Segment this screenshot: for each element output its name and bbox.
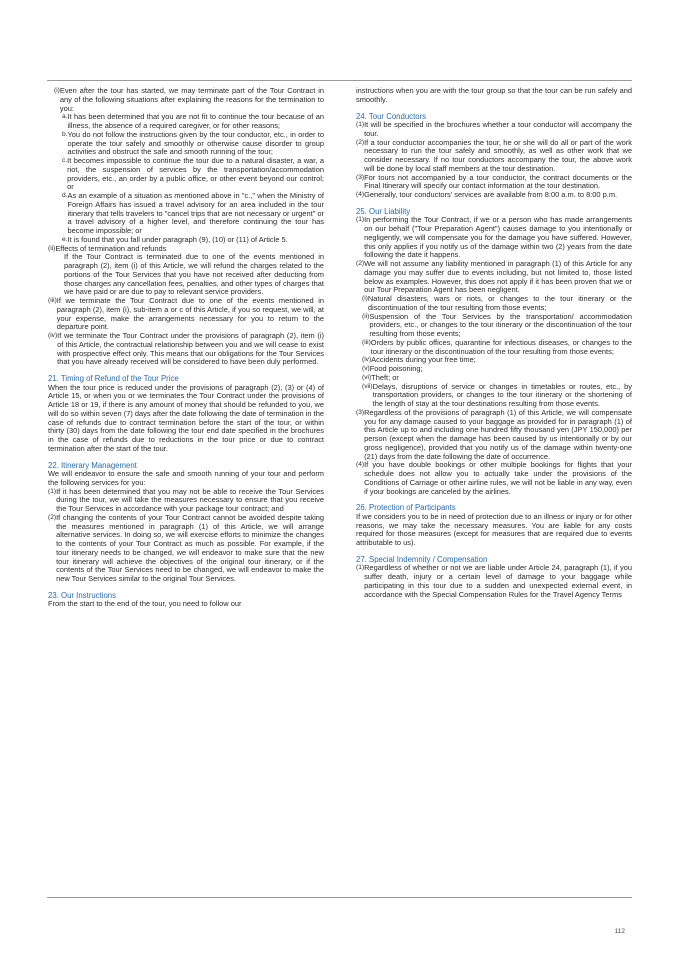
term-item-iii-mark: (iii)	[48, 297, 57, 304]
article-22-para-2-mark: (2)	[48, 513, 57, 521]
article-25-para-1-mark: (1)	[356, 216, 365, 224]
term-item-i-text: Even after the tour has started, we may terminate part of the Tour Contract in any of the following situations after explaining the reasons for the termination to you:	[59, 86, 324, 113]
article-24-para-3	[356, 174, 632, 192]
article-23-heading: 23. Our Instructions	[48, 590, 117, 600]
left-column	[48, 87, 324, 609]
article-25-para-1-text: In performing the Tour Contract, if we or a person who has made arrangements on our behalf ("Tour Preparation Agent") causes damage to you intentionally or negligently, we will compensate you for the damage you have suffered. However, this only applies if you notify us of the damage within two (2) years from the date following the date it happens.	[364, 215, 632, 260]
article-24-para-3-text: For tours not accompanied by a tour conductor, the contract documents or the Final Itinerary will specify our contact information at the tour destination.	[364, 172, 632, 191]
article-21-heading: 21. Timing of Refund of the Tour Price	[48, 374, 179, 383]
article-24-para-2-text: If a tour conductor accompanies the tour, he or she will do all or part of the work necessary to run the tour safely and smoothly, as well as other work that we consider necessary. If no tour conductors accompany the tour, the above work will be done by local staff members at the tour destination.	[364, 137, 632, 173]
article-25-heading: 25. Our Liability	[356, 206, 411, 216]
article-25-para-4	[356, 461, 632, 496]
article-25-para-4-text: If you have double bookings or other multiple bookings for flights that your schedule does not allow you to actually take under the provisions of the Conditions of Carriage or other airline rules, we will not be liable in any way, even if your bookings are canceled by the airlines.	[364, 460, 632, 496]
term-sub-a-mark: a.	[62, 113, 68, 121]
article-25-item-vii-mark: (vii)	[362, 382, 373, 390]
article-25-item-iii-mark: (iii)	[362, 338, 371, 346]
article-24-para-2	[356, 139, 632, 174]
article-24-para-4-text: Generally, tour conductors' services are available from 8:00 a.m. to 8:00 p.m.	[364, 190, 618, 199]
article-25-item-vii	[356, 383, 632, 409]
article-25-item-vi-text: Theft; or	[371, 372, 399, 382]
article-25-para-3	[356, 409, 632, 462]
article-24-para-4	[356, 191, 632, 200]
article-25-para-1	[356, 216, 632, 260]
term-item-ii-text: Effects of termination and refunds	[55, 243, 167, 253]
article-25-para-2	[356, 260, 632, 295]
article-25-item-v-mark: (v)	[362, 365, 370, 372]
article-25-item-iii-text: Orders by public offices, quarantine for infectious diseases, or changes to the tour itinerary or the discontinuation of the tour resulting from those events;	[370, 337, 632, 356]
term-sub-e-text: It is found that you fall under paragraph (9), (10) or (11) of Article 5.	[67, 234, 288, 244]
article-25-item-ii-text: Suspension of the Tour Services by the transportation/ accommodation providers, etc., or changes to the tour itinerary or the discontinuation of the tour resulting from those events;	[369, 311, 632, 338]
article-25-para-4-mark: (4)	[356, 461, 365, 469]
article-24-para-2-mark: (2)	[356, 138, 365, 146]
article-24-para-3-mark: (3)	[356, 173, 365, 181]
term-sub-c	[48, 157, 324, 192]
term-item-iii	[48, 297, 324, 332]
term-sub-a	[48, 113, 324, 131]
article-25-item-ii	[356, 313, 632, 339]
article-25-item-vi-mark: (vi)	[362, 373, 372, 381]
article-22-intro: We will endeavor to ensure the safe and smooth running of your tour and perform the following services for you:	[48, 469, 324, 487]
article-25-para-2-text: We will not assume any liability mentioned in paragraph (1) of this Article for any damage you may suffer due to events including, but not limited to, those listed below as examples. However, this does not apply if it has been proven that we or our Tour Preparation Agent has been negligent.	[364, 259, 632, 295]
article-25-para-2-mark: (2)	[356, 260, 365, 267]
article-24-para-1-mark: (1)	[356, 121, 365, 128]
article-23-body: From the start to the end of the tour, you need to follow our	[48, 599, 242, 609]
term-sub-d	[48, 192, 324, 236]
term-item-i	[48, 87, 324, 113]
term-item-iv	[48, 332, 324, 367]
article-25-item-v-text: Food poisoning;	[369, 364, 423, 373]
article-22-para-2-text: If changing the contents of your Tour Contract cannot be avoided despite taking the measures mentioned in paragraph (1) of this Article, we will arrange alternative services. In doing so, we will exercise efforts to minimize the changes to the contents of your Tour Contract as much as possible. For example, if the tour itinerary needs to be changed, we will endeavor to make sure that the new tour itinerary will achieve the objectives of the original tour itinerary, or if the contents of the Tour Services need to be changed, we will endeavor to make the new Tour Services similar to the original Tour Services.	[56, 512, 324, 583]
term-sub-b	[48, 131, 324, 157]
page-number: 112	[614, 928, 625, 935]
term-sub-c-text: It becomes impossible to continue the tour due to a natural disaster, a war, a riot, the suspension of services by the transportation/accommodation providers, etc., an order by a public office, or other event beyond our control; or	[67, 156, 324, 192]
term-sub-b-mark: b.	[62, 130, 68, 138]
article-27-para-1-text: Regardless of whether or not we are liable under Article 24, paragraph (1), if you suffer death, injury or a certain level of damage to your baggage while participating in this tour due to a sudden and unexpected external event, in accordance with the Special Compensation Rules for the Travel Agency Terms	[364, 563, 632, 599]
article-27-para-1	[356, 564, 632, 599]
right-column	[356, 87, 632, 599]
term-sub-c-mark: c.	[62, 157, 68, 164]
article-22-para-1	[48, 488, 324, 514]
article-22-para-1-mark: (1)	[48, 487, 57, 495]
term-sub-e-mark: e.	[62, 235, 68, 243]
article-22-para-2	[48, 514, 324, 584]
article-24-para-4-mark: (4)	[356, 191, 365, 198]
term-item-iv-mark: (iv)	[48, 332, 58, 339]
article-25-para-3-text: Regardless of the provisions of paragraph (1) of this Article, we will compensate you for any damage caused to your baggage as provided for in paragraph (1) of this Article up to and including one hundred fifty thousand yen (JPY 150,000) per person (except when the damage has been caused by us intentionally or by our gross negligence), provided that you notify us of the damage within twenty-one (21) days from the date following the date of occurrence.	[364, 407, 632, 461]
term-sub-a-text: It has been determined that you are not fit to continue the tour because of an illness, the absence of a required caregiver, or for other reasons;	[67, 112, 324, 130]
article-25-item-i-mark: (i)	[362, 295, 368, 302]
article-26-body: If we considers you to be in need of protection due to an illness or injury or for other reasons, we may take the necessary measures. You are liable for any costs required for those measures (except for measures that are required due to events attributable to us).	[356, 511, 632, 547]
article-26-heading: 26. Protection of Participants	[356, 503, 456, 513]
article-25-item-i-text: Natural disasters, wars or riots, or changes to the tour itinerary or the discontinuation of the tour resulting from those events;	[367, 294, 632, 312]
article-22-para-1-text: If it has been determined that you may not be able to receive the Tour Services during the tour, we will take the measures necessary to ensure that you receive the Tour Services in accordance with your package tour contract; and	[56, 486, 324, 513]
article-25-item-iv-mark: (iv)	[362, 356, 372, 364]
article-24-para-1-text: It will be specified in the brochures whether a tour conductor will accompany the tour.	[364, 120, 632, 138]
term-item-iv-text: If we terminate the Tour Contract under the provisions of paragraph (2), item (i) of this Article, the contractual relationship between you and we will cease to exist with prospective effect only. This means that our obligations for the Tour Services that you have already received will be considered to have been duly performed.	[57, 331, 324, 367]
article-25-item-i	[356, 295, 632, 313]
term-item-ii-body: If the Tour Contract is terminated due to one of the events mentioned in paragraph (2), item (i) of this Article, we will refund the charges related to the portions of the Tour Services that you have not received after deducting from those charges any cancellation fees, penalties, and other types of charges that we have paid or are due to pay to relevant service providers.	[64, 252, 324, 297]
article-25-item-iv-text: Accidents during your free time;	[371, 355, 476, 365]
term-sub-b-text: You do not follow the instructions given by the tour conductor, etc., in order to operate the tour safely and smoothly or otherwise cause disorder to group activities and obstruct the safe and smooth running of the tour;	[67, 129, 324, 157]
term-sub-d-text: As an example of a situation as mentioned above in "c.," when the Ministry of Foreign Affairs has issued a travel advisory for an area included in the tour itinerary that tells travelers to "cancel trips that are not necessary or urgent" or a travel advisory of a higher level, and therefore continuing the tour has become impossible; or	[67, 191, 324, 235]
article-25-para-3-mark: (3)	[356, 408, 365, 416]
article-21-body: When the tour price is reduced under the provisions of paragraph (2), (3) or (4) of Article 15, or when you or we terminates the Tour Contract under the provisions of Article 18 or 19, if there is any amount of money that should be refunded to you, we will do so within seven (7) days after the date following the date of termination in the case of refunds due to contract termination before the start of the tour, or within thirty (30) days from the date following the tour end date specified in the brochures in the case of refunds due to reductions in the tour price or due to contract termination after the start of the tour.	[48, 382, 324, 453]
article-24-para-1	[356, 121, 632, 139]
term-item-iii-text: If we terminate the Tour Contract due to one of the events mentioned in paragraph (2), item (i), sub-item a or c of this Article, if you so request, we will, at your expense, make the arrangements necessary for you to return to the departure point.	[56, 296, 324, 332]
article-24-heading: 24. Tour Conductors	[356, 111, 427, 121]
article-23-continued: instructions when you are with the tour group so that the tour can be run safely and smoothly.	[356, 86, 632, 104]
article-25-item-ii-mark: (ii)	[362, 312, 370, 320]
top-rule	[47, 80, 632, 81]
term-item-i-mark: (i)	[54, 87, 60, 94]
article-27-para-1-mark: (1)	[356, 564, 365, 572]
term-item-ii-mark: (ii)	[48, 244, 56, 252]
article-22-heading: 22. Itinerary Management	[48, 460, 137, 470]
article-25-item-vii-text: Delays, disruptions of service or changes in timetables or routes, etc., by transportation providers, or changes to the tour itinerary or the shortening of the length of stay at the tour destinations resulting from those events.	[372, 381, 632, 408]
article-25-item-iii	[356, 339, 632, 357]
bottom-rule	[47, 897, 632, 898]
term-sub-d-mark: d.	[62, 192, 68, 199]
article-27-heading: 27. Special Indemnity / Compensation	[356, 554, 488, 564]
